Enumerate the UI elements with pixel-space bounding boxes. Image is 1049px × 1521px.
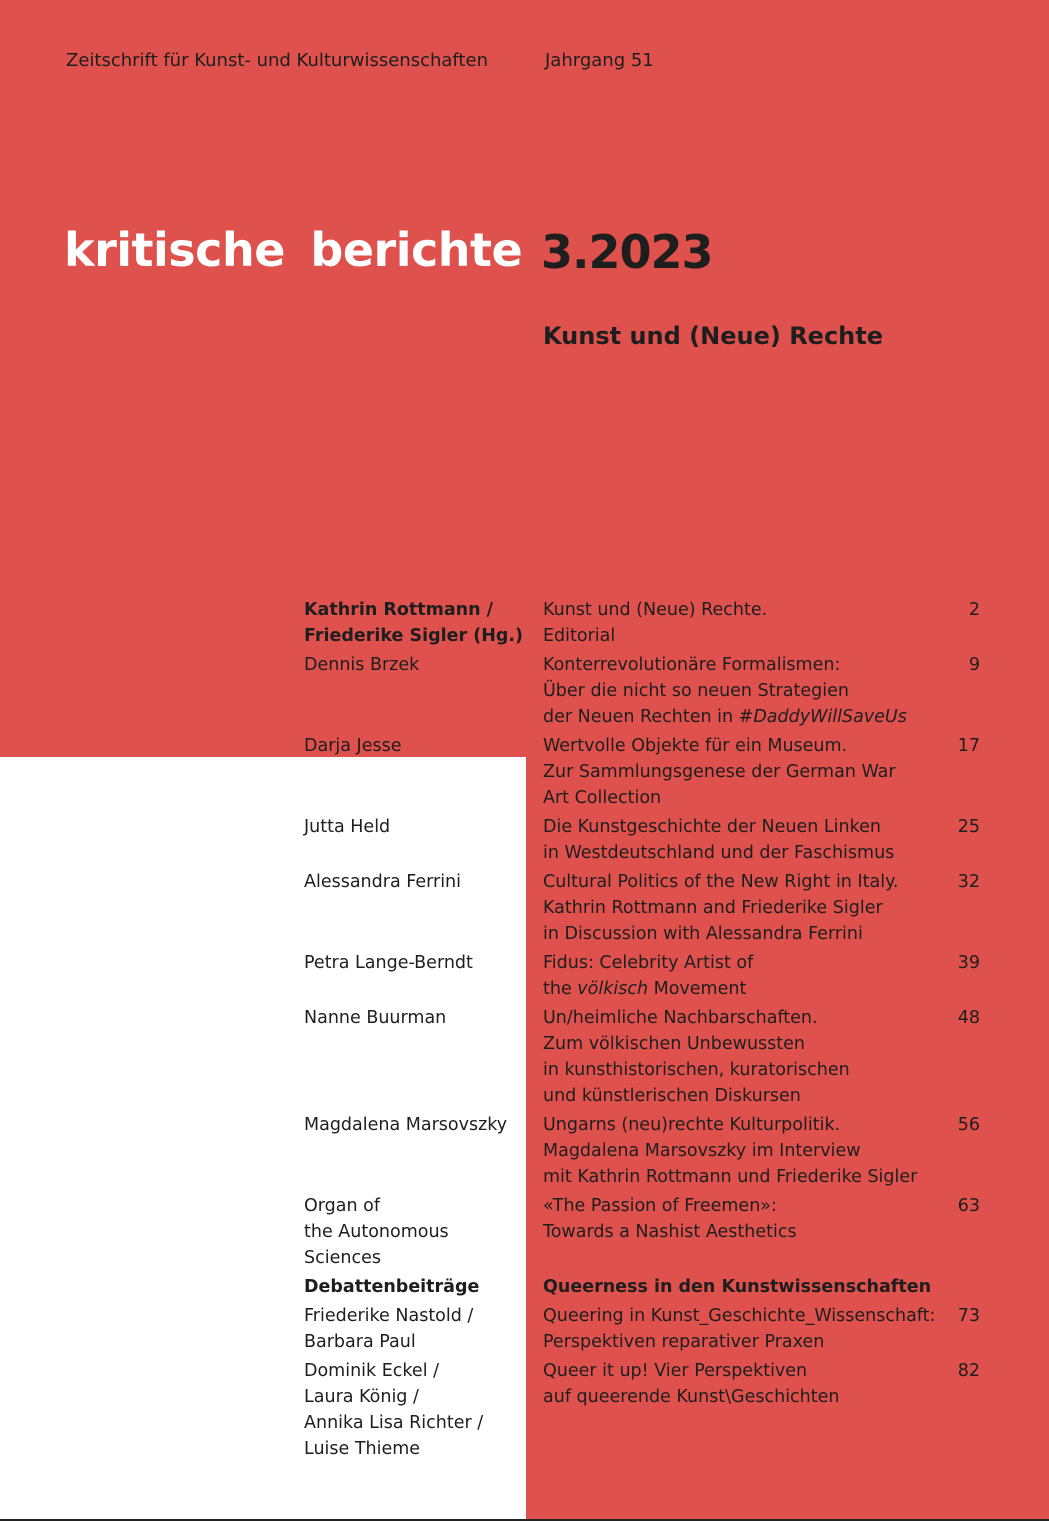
section-label: Debattenbeiträge	[304, 1277, 480, 1297]
toc-entry	[0, 597, 1049, 649]
toc-title: «The Passion of Freemen»: Towards a Nashist Aesthetics	[543, 1196, 797, 1242]
toc-author: Dennis Brzek	[304, 655, 420, 675]
toc-entry	[0, 733, 1049, 811]
toc-entry	[0, 950, 1049, 1002]
toc-section-heading	[0, 1274, 1049, 1300]
toc-page: 9	[968, 655, 980, 675]
table-of-contents	[0, 597, 1049, 1459]
issue-theme: Kunst und (Neue) Rechte	[543, 322, 884, 350]
toc-entry	[0, 1358, 1049, 1459]
toc-author: Dominik Eckel / Laura König / Annika Lisa Richter / Luise Thieme	[304, 1361, 484, 1459]
toc-page: 56	[957, 1115, 980, 1135]
toc-title: Cultural Politics of the New Right in Italy. Kathrin Rottmann and Friederike Sigler in Discussion with Alessandra Ferrini	[543, 872, 899, 944]
toc-author: Organ of the Autonomous Sciences	[304, 1196, 449, 1268]
toc-page: 2	[968, 600, 980, 620]
toc-author: Friederike Nastold / Barbara Paul	[304, 1306, 474, 1352]
toc-page: 63	[957, 1196, 980, 1216]
toc-title: Queer it up! Vier Perspektiven auf queerende Kunst\Geschichten	[543, 1361, 840, 1407]
toc-title: Konterrevolutionäre Formalismen: Über die nicht so neuen Strategien der Neuen Rechten in #DaddyWillSaveUs	[543, 655, 907, 727]
toc-page: 39	[957, 953, 980, 973]
toc-page: 17	[957, 736, 980, 756]
toc-page: 32	[957, 872, 980, 892]
toc-entry	[0, 814, 1049, 866]
toc-author: Magdalena Marsovszky	[304, 1115, 508, 1135]
toc-title: Wertvolle Objekte für ein Museum. Zur Sammlungsgenese der German War Art Collection	[543, 736, 896, 808]
toc-title: Die Kunstgeschichte der Neuen Linken in Westdeutschland und der Faschismus	[543, 817, 895, 863]
toc-page: 73	[957, 1306, 980, 1326]
issue-number: 3.2023	[541, 225, 713, 279]
toc-author: Kathrin Rottmann / Friederike Sigler (Hg.)	[304, 600, 524, 646]
toc-entry	[0, 869, 1049, 947]
toc-author: Petra Lange-Berndt	[304, 953, 473, 973]
toc-title: Kunst und (Neue) Rechte. Editorial	[543, 600, 768, 646]
toc-entry	[0, 1112, 1049, 1190]
toc-page: 82	[957, 1361, 980, 1381]
volume-label: Jahrgang 51	[545, 50, 654, 71]
toc-page: 48	[957, 1008, 980, 1028]
toc-title: Fidus: Celebrity Artist of the völkisch Movement	[543, 953, 754, 999]
toc-author: Alessandra Ferrini	[304, 872, 462, 892]
section-title: Queerness in den Kunstwissenschaften	[543, 1277, 932, 1297]
toc-entry	[0, 652, 1049, 730]
toc-author: Nanne Buurman	[304, 1008, 447, 1028]
toc-entry	[0, 1303, 1049, 1355]
journal-subtitle: Zeitschrift für Kunst- und Kulturwissenschaften	[66, 50, 488, 71]
toc-entry	[0, 1193, 1049, 1271]
journal-title: kritische berichte	[64, 223, 523, 277]
toc-page: 25	[957, 817, 980, 837]
toc-author: Jutta Held	[304, 817, 391, 837]
toc-title: Un/heimliche Nachbarschaften. Zum völkischen Unbewussten in kunsthistorischen, kuratorischen und künstlerischen Diskursen	[543, 1008, 850, 1106]
toc-title: Ungarns (neu)rechte Kulturpolitik. Magdalena Marsovszky im Interview mit Kathrin Rottmann und Friederike Sigler	[543, 1115, 918, 1187]
toc-author: Darja Jesse	[304, 736, 402, 756]
toc-title: Queering in Kunst_Geschichte_Wissenschaft: Perspektiven reparativer Praxen	[543, 1306, 936, 1352]
toc-entry	[0, 1005, 1049, 1109]
